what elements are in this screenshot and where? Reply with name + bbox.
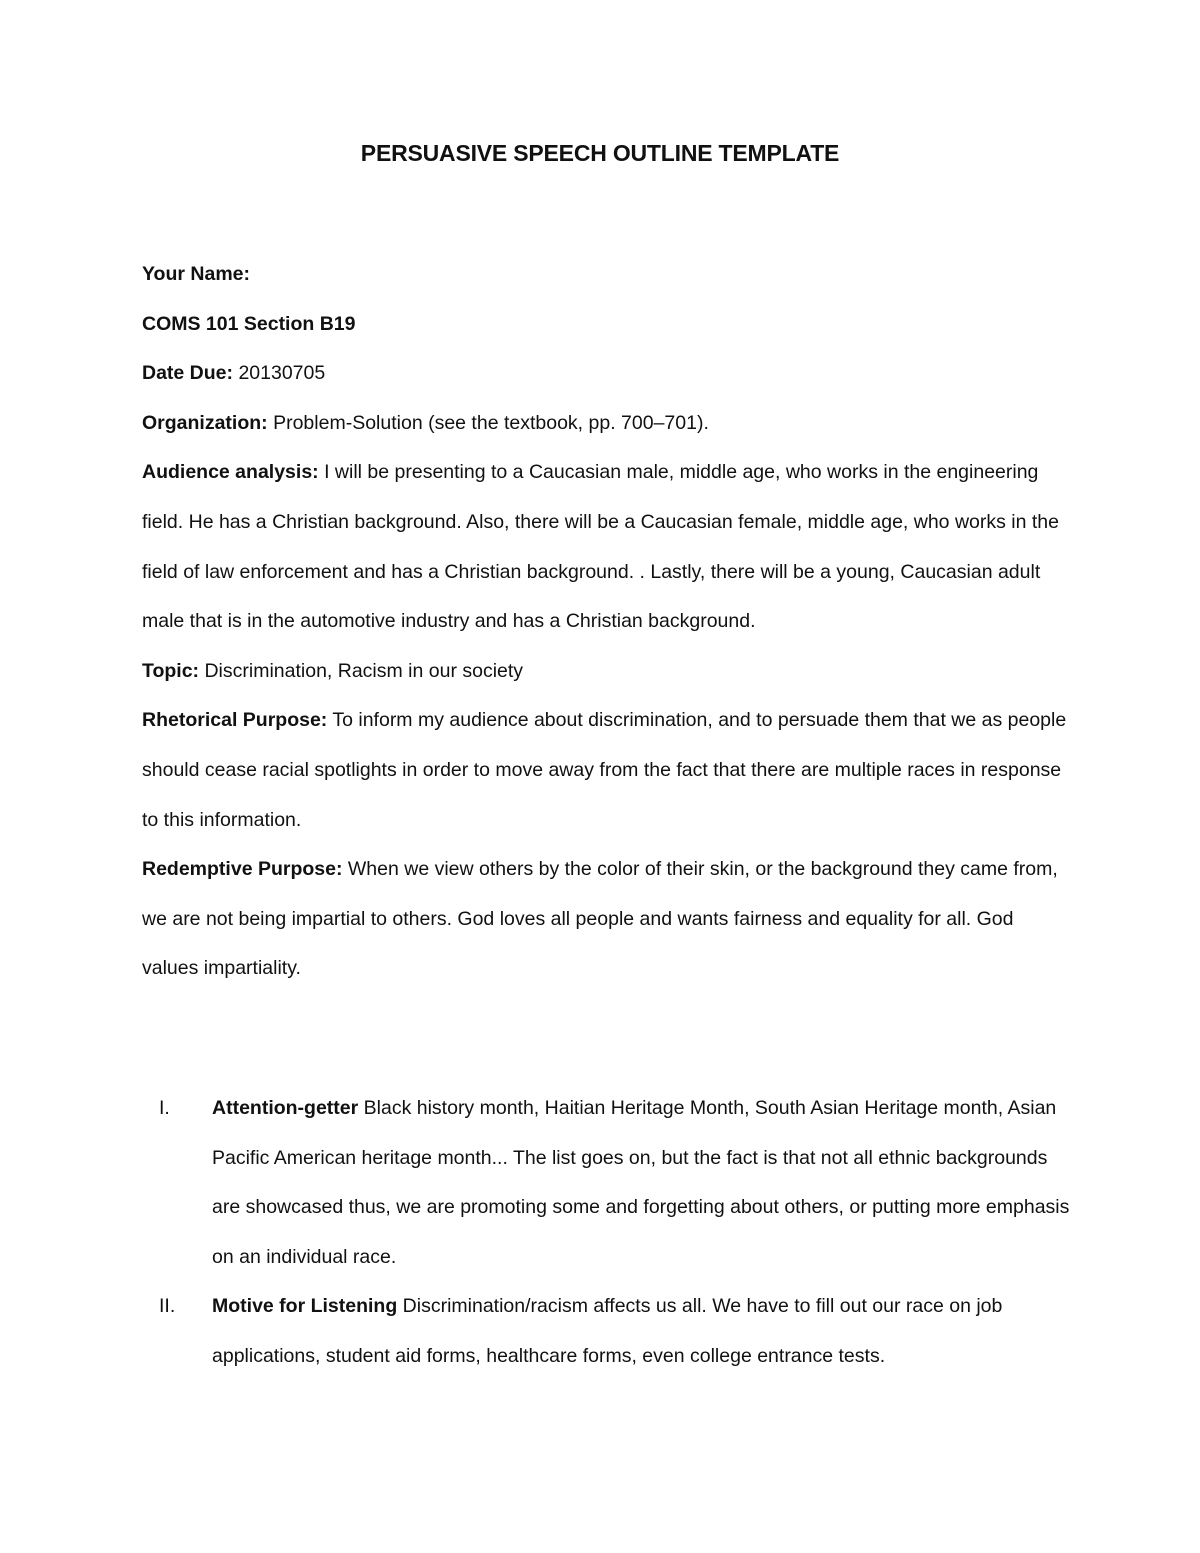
outline-item-attention-getter bbox=[142, 1084, 1072, 1282]
rhetorical-purpose-label: Rhetorical Purpose: bbox=[142, 709, 328, 732]
organization-label: Organization: bbox=[142, 411, 268, 434]
outline-item-label: Attention-getter bbox=[212, 1097, 359, 1119]
section-field bbox=[142, 300, 1072, 350]
topic-label: Topic: bbox=[142, 659, 200, 682]
outline-item-text: Discrimination/racism affects us all. We have to fill out our race on job applications, student aid forms, healthcare forms, even college entrance tests. bbox=[212, 1295, 1003, 1367]
speech-outline bbox=[142, 1084, 1072, 1382]
audience-value: I will be presenting to a Caucasian male, middle age, who works in the engineering field. He has a Christian background. Also, there will be a Caucasian female, middle age, who works in the field of law enforcement and has a Christian background. . Lastly, there will be a young, Caucasian adult male that is in the automotive industry and has a Christian background. bbox=[142, 461, 1059, 633]
rhetorical-purpose-value: To inform my audience about discrimination, and to persuade them that we as people should cease racial spotlights in order to move away from the fact that there are multiple races in response to this information. bbox=[142, 709, 1067, 831]
audience-label: Audience analysis: bbox=[142, 461, 319, 484]
rhetorical-purpose-field bbox=[142, 696, 1072, 845]
name-field bbox=[142, 250, 1072, 300]
outline-item-label: Motive for Listening bbox=[212, 1295, 398, 1318]
redemptive-purpose-value: When we view others by the color of their skin, or the background they came from, we are not being impartial to others. God loves all people and wants fairness and equality for all. God values impartiality. bbox=[142, 858, 1058, 980]
page-title: PERSUASIVE SPEECH OUTLINE TEMPLATE bbox=[360, 140, 840, 166]
section-label: COMS 101 Section B19 bbox=[142, 312, 356, 335]
topic-value: Discrimination, Racism in our society bbox=[199, 659, 524, 682]
date-label: Date Due: bbox=[142, 362, 234, 385]
redemptive-purpose-label: Redemptive Purpose: bbox=[142, 858, 343, 881]
date-value: 20130705 bbox=[233, 362, 326, 385]
outline-numeral: I. bbox=[159, 1097, 170, 1119]
organization-field bbox=[142, 399, 1072, 449]
audience-field bbox=[142, 448, 1072, 646]
organization-value: Problem-Solution (see the textbook, pp. 700–701). bbox=[267, 411, 709, 434]
topic-field bbox=[142, 647, 1072, 697]
outline-numeral: II. bbox=[159, 1295, 176, 1318]
outline-item-text: Black history month, Haitian Heritage Month, South Asian Heritage month, Asian Pacific American heritage month... The list goes on, but the fact is that not all ethnic backgrounds are showcased thus, we are promoting some and forgetting about others, or putting more emphasis on an individual race. bbox=[212, 1097, 1070, 1268]
redemptive-purpose-field bbox=[142, 845, 1072, 994]
name-label: Your Name: bbox=[142, 263, 250, 285]
header-fields bbox=[142, 250, 1072, 994]
date-field bbox=[142, 349, 1072, 399]
outline-item-motive-for-listening bbox=[142, 1282, 1072, 1381]
